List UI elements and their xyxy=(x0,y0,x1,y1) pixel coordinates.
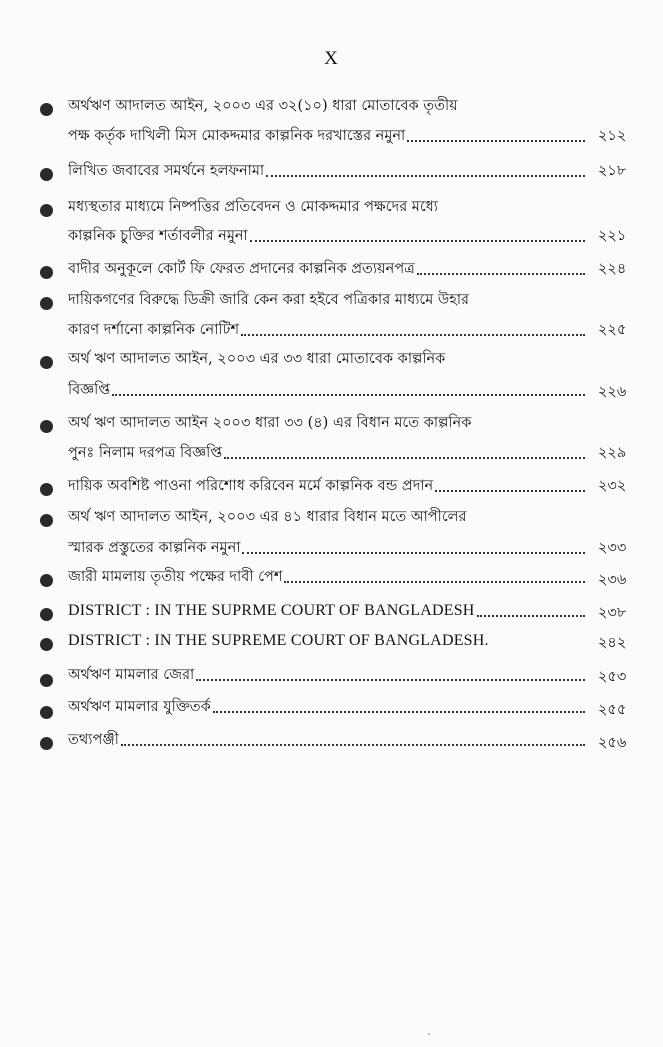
bullet-icon xyxy=(40,638,53,651)
dot-leader xyxy=(266,165,585,177)
bullet-icon xyxy=(40,706,53,719)
entry-title: দায়িকগণের বিরুদ্ধে ডিক্রী জারি কেন করা হইবে পত্রিকার মাধ্যমে উহার xyxy=(68,292,470,308)
bullet-icon xyxy=(40,608,53,621)
entry-title: অর্থঋণ মামলার যুক্তিতর্ক xyxy=(68,699,211,715)
entry-page: ২২১ xyxy=(598,228,627,244)
dot-leader xyxy=(250,230,585,242)
entry-title: DISTRICT : IN THE SUPREME COURT OF BANGLADESH. xyxy=(68,632,489,649)
dot-leader xyxy=(196,669,585,681)
bullet-icon xyxy=(40,297,53,310)
entry-title: অর্থঋণ মামলার জেরা xyxy=(68,667,195,683)
dot-leader xyxy=(242,542,585,554)
entry-page: ২২৫ xyxy=(598,322,627,338)
dot-leader xyxy=(407,130,585,142)
bullet-icon xyxy=(40,356,53,369)
bullet-icon xyxy=(40,514,53,527)
entry-title: বিজ্ঞপ্তি xyxy=(68,382,111,398)
dot-leader xyxy=(284,571,585,583)
entry-title: অর্থ ঋণ আদালত আইন ২০০৩ ধারা ৩৩ (৪) এর বিধান মতে কাল্পনিক xyxy=(68,415,472,431)
entry-page: ২২৯ xyxy=(598,445,627,461)
dot-leader xyxy=(213,701,585,713)
entry-title: DISTRICT : IN THE SUPRME COURT OF BANGLADESH xyxy=(68,602,475,619)
entry-page: ২৫৩ xyxy=(598,669,627,685)
dot-leader xyxy=(112,384,585,396)
page-number: X xyxy=(324,48,339,69)
entry-page: ২৫৬ xyxy=(598,735,627,751)
entry-title: বাদীর অনুকূলে কোর্ট ফি ফেরত প্রদানের কাল্পনিক প্রত্যয়নপত্র xyxy=(68,261,415,277)
bullet-icon xyxy=(40,574,53,587)
entry-page: ২৫৫ xyxy=(598,702,627,718)
entry-title: পক্ষ কর্তৃক দাখিলী মিস মোকদ্দমার কাল্পনিক দরখাস্তের নমুনা xyxy=(68,128,406,144)
entry-title: মধ্যস্থতার মাধ্যমে নিষ্পত্তির প্রতিবেদন ও মোকদ্দমার পক্ষদের মধ্যে xyxy=(68,199,439,215)
entry-page: ২৩৩ xyxy=(598,540,627,556)
entry-title: দায়িক অবশিষ্ট পাওনা পরিশোধ করিবেন মর্মে কাল্পনিক বন্ড প্রদান xyxy=(68,478,434,494)
entry-title: কারণ দর্শানো কাল্পনিক নোটিশ xyxy=(68,322,240,338)
dot-leader xyxy=(224,447,585,459)
scan-speck xyxy=(428,1033,430,1035)
entry-page: ২১৮ xyxy=(598,163,627,179)
dot-leader xyxy=(477,605,585,617)
entry-page: ২১২ xyxy=(598,128,627,144)
entry-page: ২২৬ xyxy=(598,384,627,400)
entry-page: ২৩৬ xyxy=(598,572,627,588)
entry-title: অর্থ ঋণ আদালত আইন, ২০০৩ এর ৩৩ ধারা মোতাবেক কাল্পনিক xyxy=(68,351,446,367)
bullet-icon xyxy=(40,103,53,116)
entry-title: অর্থঋণ আদালত আইন, ২০০৩ এর ৩২(১০) ধারা মোতাবেক তৃতীয় xyxy=(68,98,458,114)
dot-leader xyxy=(241,324,585,336)
bullet-icon xyxy=(40,266,53,279)
entry-title: স্মারক প্রস্তুতের কাল্পনিক নমুনা xyxy=(68,540,241,556)
bullet-icon xyxy=(40,483,53,496)
dot-leader xyxy=(417,263,585,275)
bullet-icon xyxy=(40,168,53,181)
bullet-icon xyxy=(40,737,53,750)
entry-title: জারী মামলায় তৃতীয় পক্ষের দাবী পেশ xyxy=(68,569,283,585)
dot-leader xyxy=(435,480,585,492)
bullet-icon xyxy=(40,204,53,217)
entry-title: কাল্পনিক চুক্তির শর্তাবলীর নমুনা xyxy=(68,228,248,244)
entry-title: পুনঃ নিলাম দরপত্র বিজ্ঞপ্তি xyxy=(68,445,223,461)
entry-title: তথ্যপঞ্জী xyxy=(68,732,119,748)
entry-page: ২৩৮ xyxy=(598,605,627,621)
entry-title: লিখিত জবাবের সমর্থনে হলফনামা xyxy=(68,163,265,179)
entry-page: ২৪২ xyxy=(598,635,627,651)
entry-page: ২২৪ xyxy=(598,261,627,277)
entry-page: ২৩২ xyxy=(598,478,627,494)
bullet-icon xyxy=(40,674,53,687)
entry-title: অর্থ ঋণ আদালত আইন, ২০০৩ এর ৪১ ধারার বিধান মতে আপীলের xyxy=(68,509,467,525)
dot-leader xyxy=(121,734,585,746)
bullet-icon xyxy=(40,420,53,433)
